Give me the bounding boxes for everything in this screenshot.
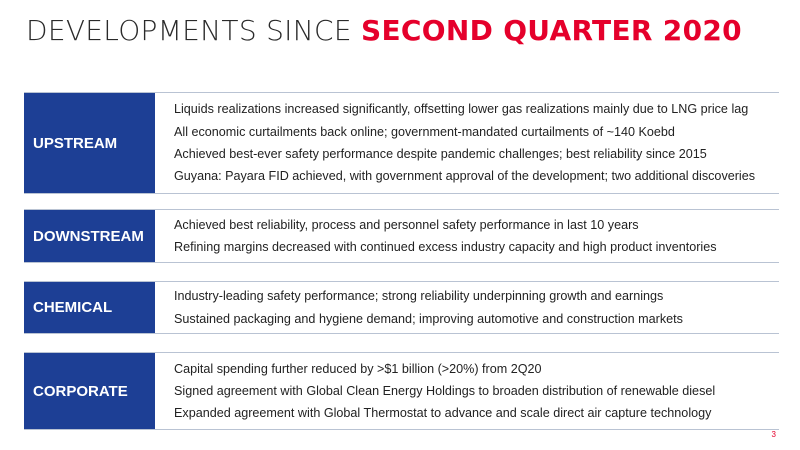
bullet-text: Capital spending further reduced by >$1 billion (>20%) from 2Q20: [174, 361, 542, 376]
section-upstream: [24, 92, 779, 194]
page-title: [26, 14, 742, 47]
bullet-text: Sustained packaging and hygiene demand; improving automotive and construction markets: [174, 311, 683, 326]
bullet-text: Liquids realizations increased significantly, offsetting lower gas realizations mainly due to LNG price lag: [174, 102, 749, 117]
bullet-list-chemical: [174, 282, 779, 333]
section-label-downstream: DOWNSTREAM: [24, 210, 155, 262]
bullet-list-upstream: [174, 93, 779, 193]
section-chemical: [24, 281, 779, 334]
bullet-text: Expanded agreement with Global Thermostat to advance and scale direct air capture technology: [174, 406, 712, 421]
bullet-text: Achieved best reliability, process and personnel safety performance in last 10 years: [174, 217, 639, 232]
bullet-list-corporate: [174, 353, 779, 429]
section-label-upstream: UPSTREAM: [24, 93, 155, 193]
bullet-text: Achieved best-ever safety performance despite pandemic challenges; best reliability since 2015: [174, 147, 707, 161]
bullet-text: Industry-leading safety performance; strong reliability underpinning growth and earnings: [174, 289, 664, 304]
section-downstream: [24, 209, 779, 263]
bullet-text: All economic curtailments back online; government-mandated curtailments of ~140 Koebd: [174, 124, 675, 139]
section-label-corporate: CORPORATE: [24, 353, 155, 429]
section-corporate: [24, 352, 779, 430]
title-accent-text: SECOND QUARTER 2020: [361, 14, 742, 47]
page-number: 3: [771, 430, 776, 439]
section-label-chemical: CHEMICAL: [24, 282, 155, 333]
bullet-list-downstream: [174, 210, 779, 262]
bullet-text: Signed agreement with Global Clean Energy Holdings to broaden distribution of renewable diesel: [174, 383, 716, 398]
title-text: DEVELOPMENTS SINCE: [26, 14, 352, 47]
bullet-text: Refining margins decreased with continued excess industry capacity and high product inventories: [174, 240, 717, 254]
bullet-text: Guyana: Payara FID achieved, with government approval of the development; two additional discoveries: [174, 169, 756, 184]
